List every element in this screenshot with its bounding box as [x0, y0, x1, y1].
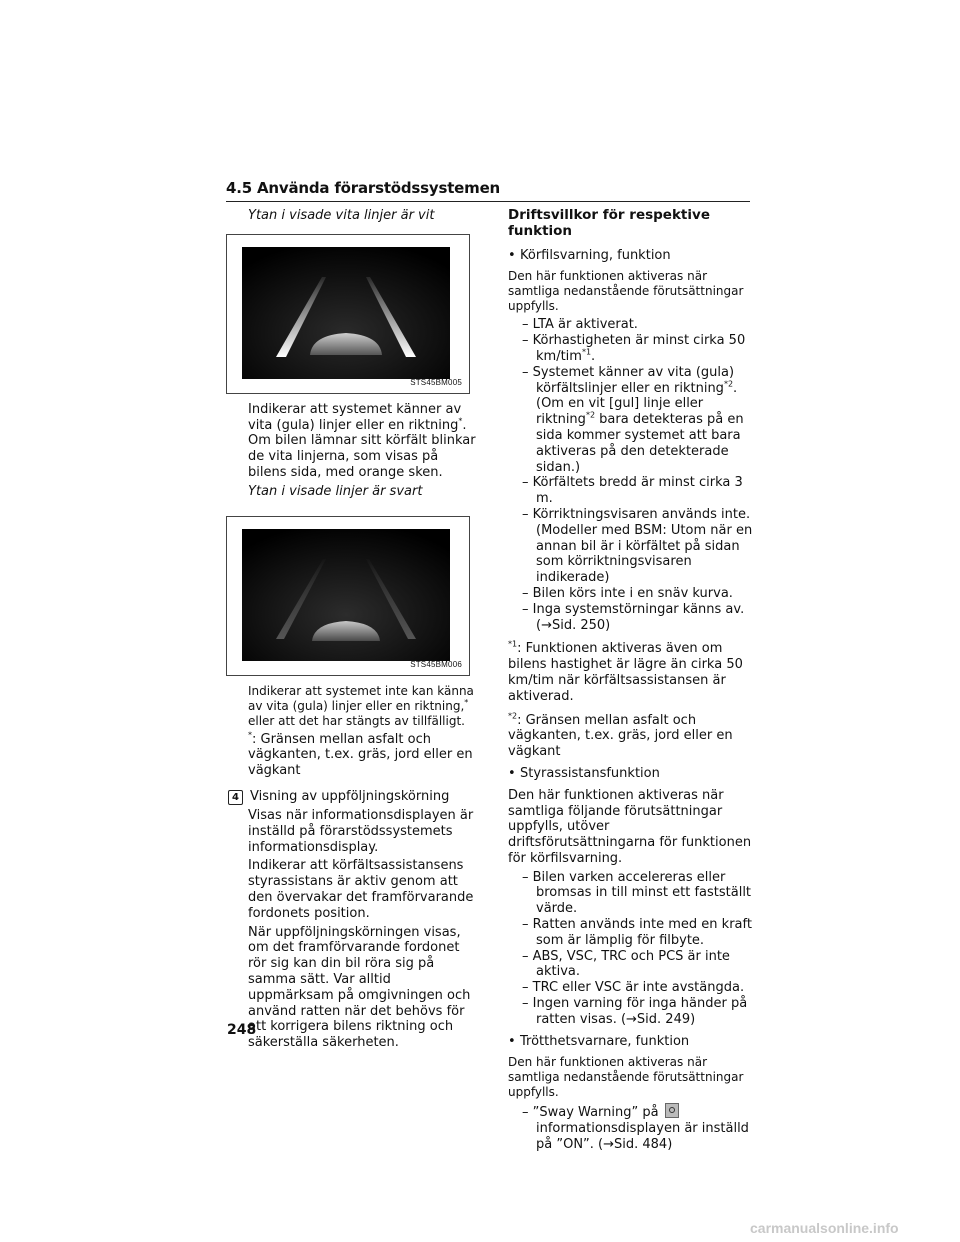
- condition-item: – Systemet känner av vita (gula) körfältslinjer eller en riktning$^{*2}$. (Om en vit [gul] linje eller riktning$^{*2}$ bara detekteras på en sida kommer systemet att bara aktiveras på den detekterade sidan.): [522, 364, 744, 475]
- bullet-steering-assist: • Styrassistansfunktion: [508, 765, 660, 781]
- caption-black-lines: Ytan i visade linjer är svart: [248, 483, 423, 499]
- item4-paragraph-3: När uppföljningskörningen visas, om det framförvarande fordonet rör sig kan din bil röra sig på samma sätt. Var alltid uppmärksam på omgivningen och använd ratten när det behövs för att korrigera bilens riktning och säkerställa säkerheten.: [248, 924, 471, 1051]
- conditions-heading: Driftsvillkor för respektive funktion: [508, 207, 710, 239]
- condition-item: – ”Sway Warning” på informationsdisplayen är inställd på ”ON”. (→Sid. 484): [522, 1105, 749, 1153]
- figure-black-lines: [226, 516, 470, 676]
- item4-title: 4 Visning av uppföljningskörning: [248, 789, 478, 805]
- condition-item: – Inga systemstörningar känns av. (→Sid. 250): [522, 601, 745, 633]
- desc-black-lines: Indikerar att systemet inte kan känna av vita (gula) linjer eller en riktning,* eller att det har stängts av tillfälligt.: [248, 683, 474, 728]
- page-number: 248: [227, 1022, 257, 1038]
- white-lines-image: [242, 247, 450, 379]
- figure-code: STS45BM005: [410, 378, 462, 387]
- intro-lane-departure: Den här funktionen aktiveras när samtliga nedanstående förutsättningar uppfylls.: [508, 269, 744, 314]
- figure-white-lines: [226, 234, 470, 394]
- figure-code: STS45BM006: [410, 659, 462, 669]
- condition-item: – LTA är aktiverat.: [522, 317, 638, 333]
- left-column: [226, 208, 478, 1054]
- note-1: $^{*1}$: Funktionen aktiveras även om bilens hastighet är lägre än cirka 50 km/tim när körfältsassistansen är aktiverad.: [508, 640, 743, 704]
- settings-gear-icon: [665, 1103, 679, 1118]
- watermark: carmanualsonline.info: [750, 1220, 899, 1236]
- caption-white-lines: Ytan i visade vita linjer är vit: [248, 208, 435, 223]
- bullet-fatigue-warning: • Trötthetsvarnare, funktion: [508, 1033, 690, 1049]
- condition-item: – Ratten används inte med en kraft som är lämplig för filbyte.: [522, 917, 752, 948]
- item4-paragraph-2: Indikerar att körfältsassistansens styrassistans är aktiv genom att den övervakar det framförvarande fordonets position.: [248, 858, 474, 921]
- black-lines-image: [242, 529, 450, 661]
- condition-item: – Ingen varning för inga händer på ratten visas. (→Sid. 249): [522, 996, 748, 1027]
- condition-item: – Körhastigheten är minst cirka 50 km/tim$^{*1}$.: [522, 333, 746, 364]
- condition-item: – Bilen körs inte i en snäv kurva.: [522, 585, 733, 601]
- section-title: 4.5 Använda förarstödssystemen: [226, 179, 750, 202]
- bullet-lane-departure: • Körfilsvarning, funktion: [508, 247, 671, 263]
- item4-paragraph-1: Visas när informationsdisplayen är inställd på förarstödssystemets informationsdisplay.: [248, 807, 474, 855]
- condition-item: – TRC eller VSC är inte avstängda.: [522, 980, 745, 996]
- right-column: [508, 208, 754, 1153]
- condition-item: – Körfältets bredd är minst cirka 3 m.: [522, 475, 743, 507]
- intro-fatigue-warning: Den här funktionen aktiveras när samtliga nedanstående förutsättningar uppfylls.: [508, 1055, 744, 1100]
- intro-steering-assist: Den här funktionen aktiveras när samtliga följande förutsättningar uppfylls, utöver driftsförutsättningarna för funktionen för körfilsvarning.: [508, 787, 752, 866]
- item-number-badge: 4: [228, 790, 243, 805]
- note-2: $^{*2}$: Gränsen mellan asfalt och vägkanten, t.ex. gräs, jord eller en vägkant: [508, 711, 733, 760]
- footnote-star: *: Gränsen mellan asfalt och vägkanten, t.ex. gräs, jord eller en vägkant: [248, 730, 473, 779]
- condition-item: – Körriktningsvisaren används inte. (Modeller med BSM: Utom när en annan bil är i körfältet på sidan som körriktningsvisaren indikerade): [522, 506, 753, 586]
- condition-item: – ABS, VSC, TRC och PCS är inte aktiva.: [522, 948, 730, 980]
- condition-item: – Bilen varken accelereras eller bromsas in till minst ett fastställt värde.: [522, 869, 752, 917]
- desc-white-lines: Indikerar att systemet känner av vita (gula) linjer eller en riktning*. Om bilen lämnar sitt körfält blinkar de vita linjerna, som visas på bilens sida, med orange sken.: [248, 401, 476, 480]
